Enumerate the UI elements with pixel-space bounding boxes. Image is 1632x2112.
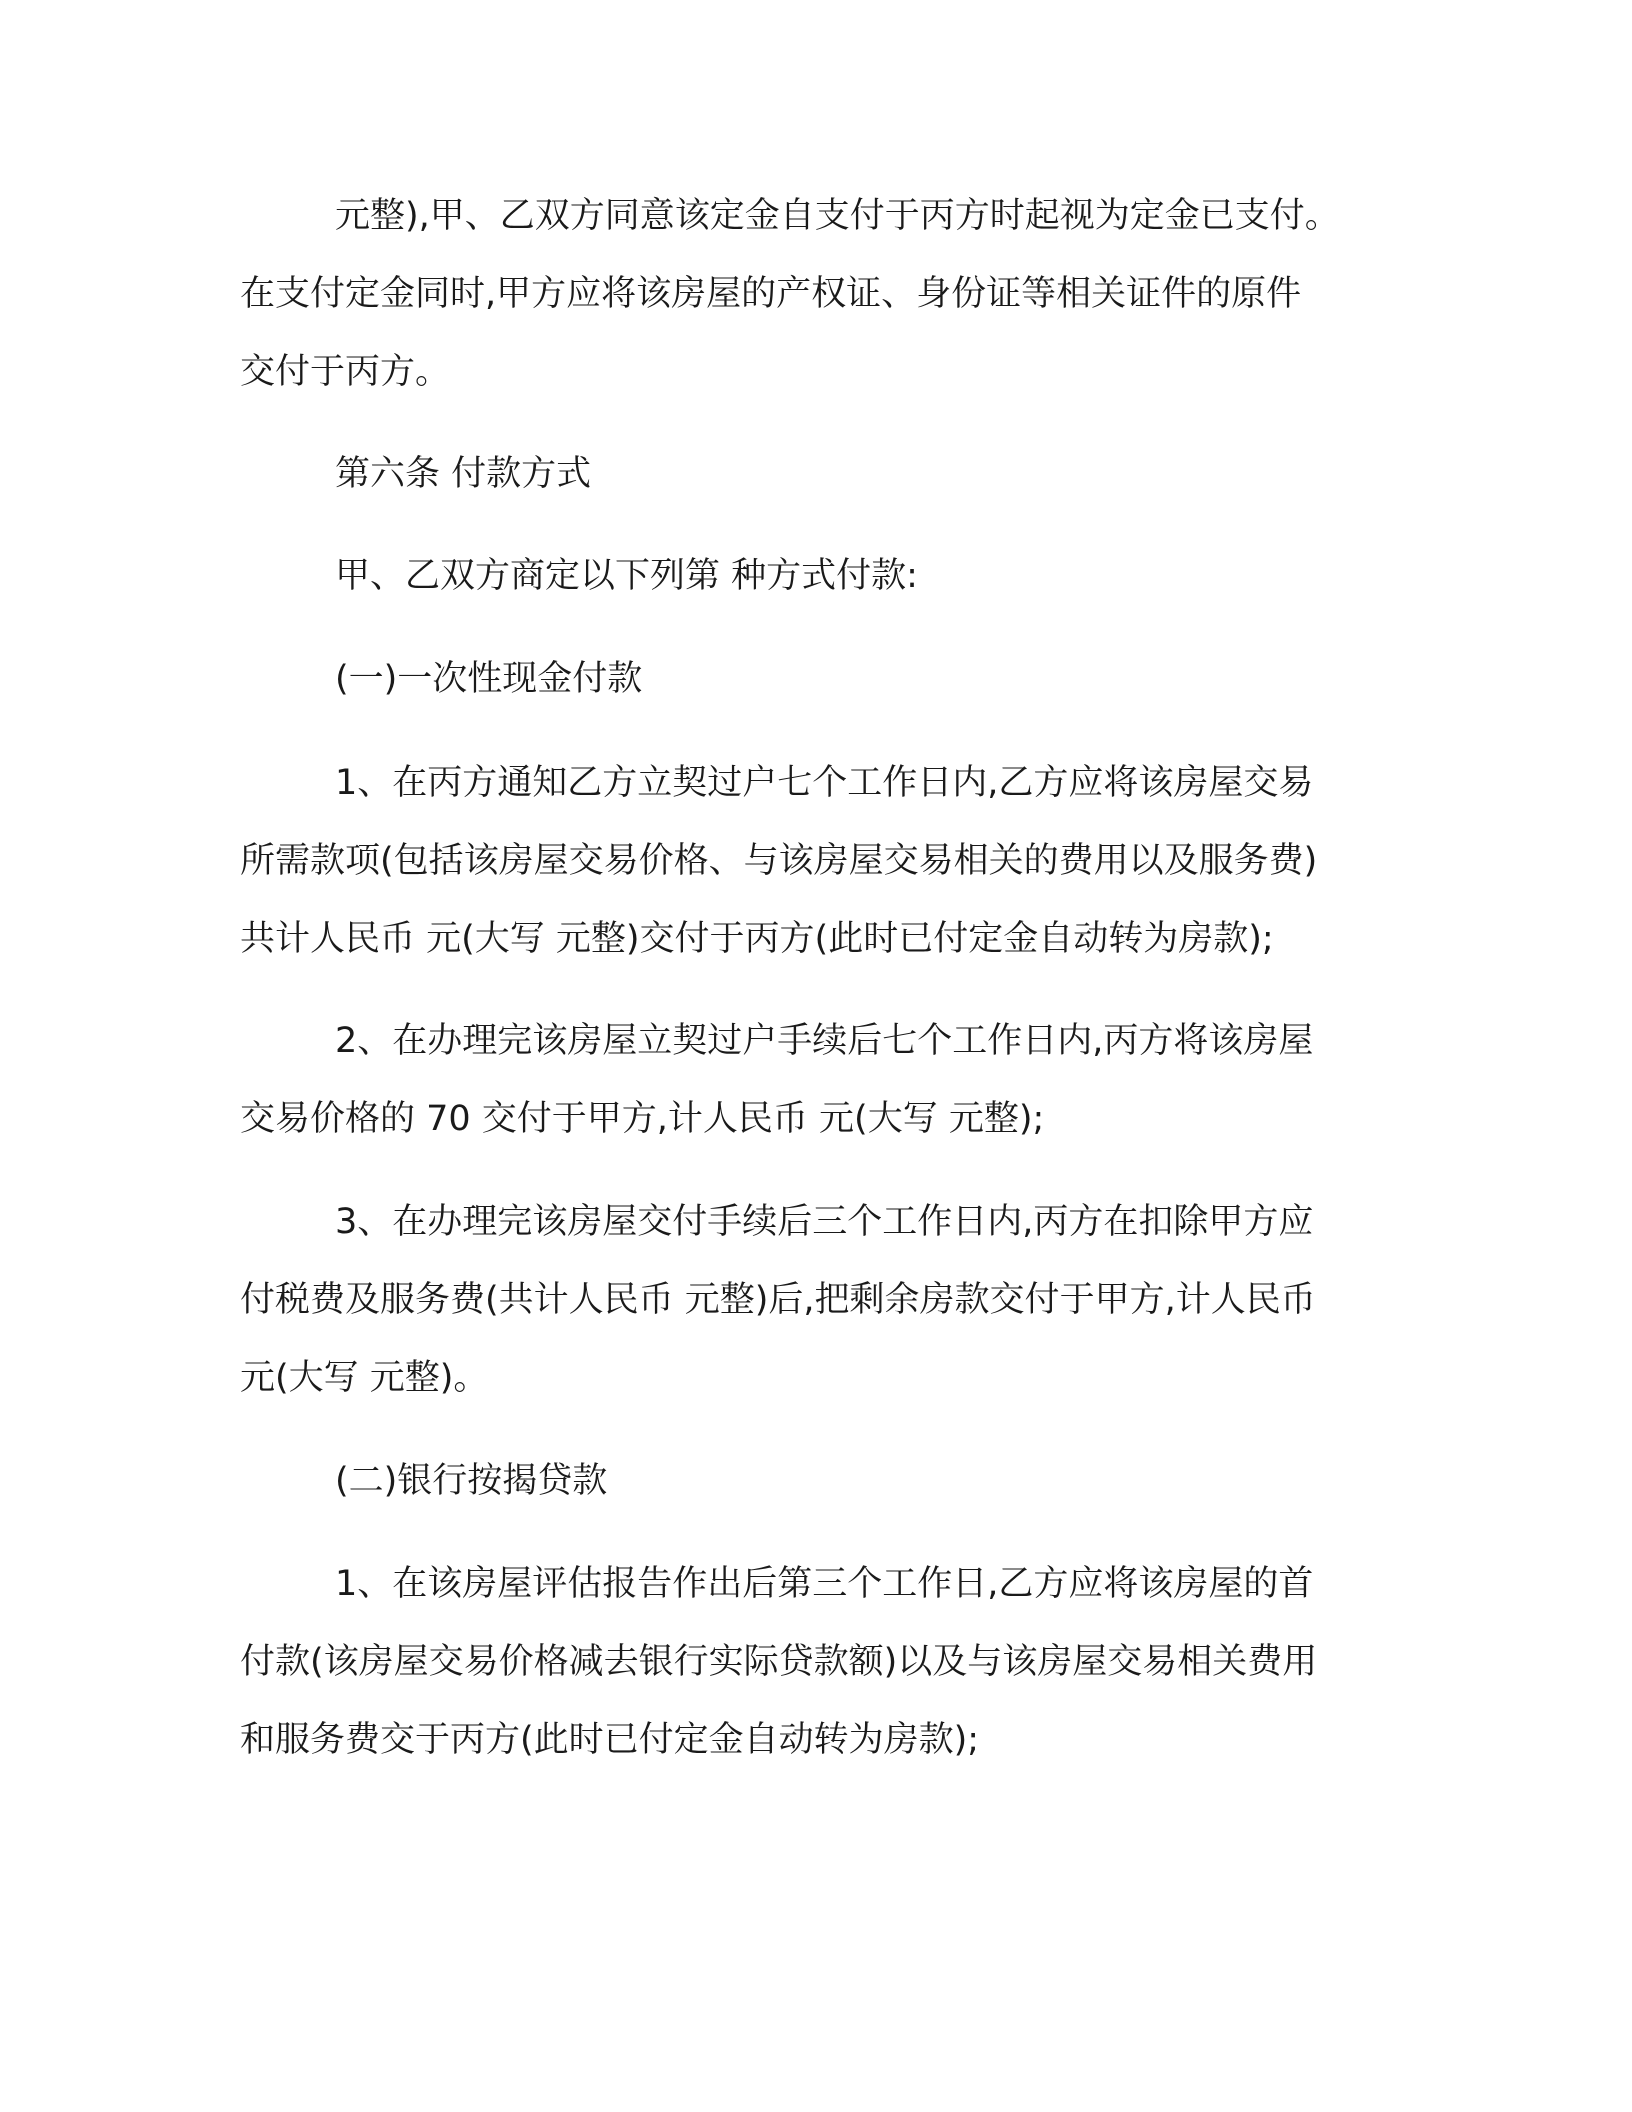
clause-cash-item-3 bbox=[240, 1183, 1380, 1417]
text-line: 第六条 付款方式 bbox=[335, 454, 592, 494]
text-line: 付税费及服务费(共计人民币 元整)后,把剩余房款交付于甲方,计人民币 bbox=[240, 1280, 1316, 1320]
text-line: 所需款项(包括该房屋交易价格、与该房屋交易相关的费用以及服务费) bbox=[240, 841, 1318, 881]
text-line: 共计人民币 元(大写 元整)交付于丙方(此时已付定金自动转为房款); bbox=[240, 919, 1274, 959]
text-line: 2、在办理完该房屋立契过户手续后七个工作日内,丙方将该房屋 bbox=[335, 1021, 1314, 1061]
text-line: 1、在丙方通知乙方立契过户七个工作日内,乙方应将该房屋交易 bbox=[335, 763, 1314, 803]
paragraph-deposit-continuation bbox=[240, 177, 1380, 411]
text-line: (二)银行按揭贷款 bbox=[335, 1461, 608, 1501]
clause-cash-item-1 bbox=[240, 744, 1380, 978]
text-line: 付款(该房屋交易价格减去银行实际贷款额)以及与该房屋交易相关费用 bbox=[240, 1642, 1318, 1682]
subheading-lump-sum-cash bbox=[240, 640, 1380, 718]
text-line: 交付于丙方。 bbox=[240, 352, 451, 392]
text-line: (一)一次性现金付款 bbox=[335, 659, 643, 699]
text-line: 元(大写 元整)。 bbox=[240, 1358, 489, 1398]
clause-mortgage-item-1 bbox=[240, 1545, 1380, 1779]
subheading-bank-mortgage bbox=[240, 1442, 1380, 1520]
text-line: 1、在该房屋评估报告作出后第三个工作日,乙方应将该房屋的首 bbox=[335, 1564, 1314, 1604]
text-line: 和服务费交于丙方(此时已付定金自动转为房款); bbox=[240, 1720, 980, 1760]
text-line: 在支付定金同时,甲方应将该房屋的产权证、身份证等相关证件的原件 bbox=[240, 274, 1302, 314]
clause-cash-item-2 bbox=[240, 1002, 1380, 1158]
text-line: 甲、乙双方商定以下列第 种方式付款: bbox=[335, 556, 918, 596]
paragraph-payment-method-choice bbox=[240, 537, 1380, 615]
text-line: 交易价格的 70 交付于甲方,计人民币 元(大写 元整); bbox=[240, 1099, 1045, 1139]
text-line: 3、在办理完该房屋交付手续后三个工作日内,丙方在扣除甲方应 bbox=[335, 1202, 1314, 1242]
text-line: 元整),甲、乙双方同意该定金自支付于丙方时起视为定金已支付。 bbox=[335, 196, 1340, 236]
section-heading-article-six bbox=[240, 435, 1380, 513]
